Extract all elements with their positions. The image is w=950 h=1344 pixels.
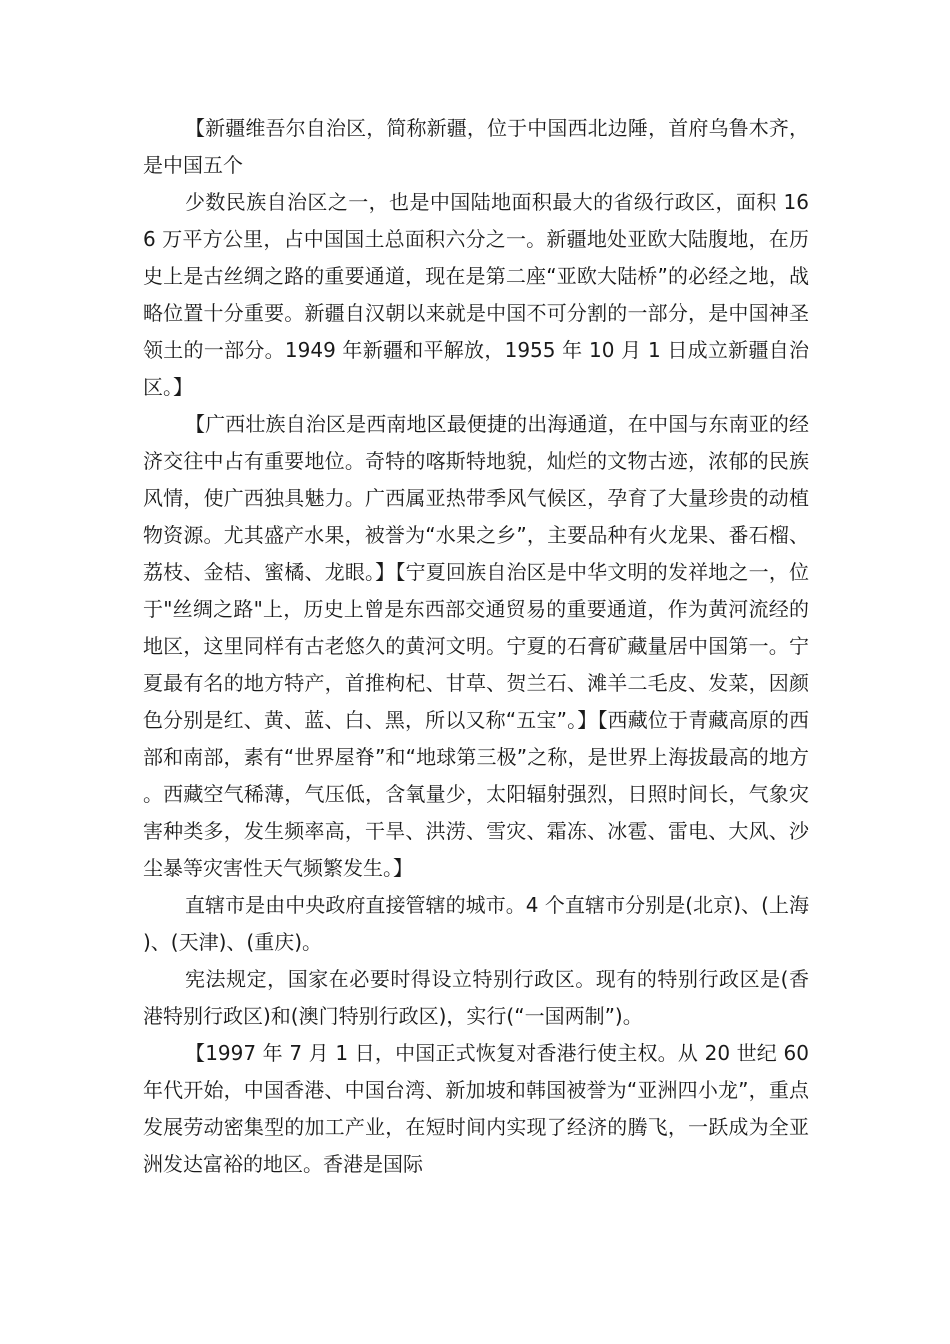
paragraph-guangxi-ningxia-tibet: 【广西壮族自治区是西南地区最便捷的出海通道，在中国与东南亚的经济交往中占有重要地位。奇特的喀斯特地貌，灿烂的文物古迹，浓郁的民族风情，使广西独具魅力。广西属亚热带季风气候区，孕育了大量珍贵的动植物资源。尤其盛产水果，被誉为“水果之乡”，主要品种有火龙果、番石榴、荔枝、金桔、蜜橘、龙眼。】【宁夏回族自治区是中华文明的发祥地之一，位于"丝绸之路"上，历史上曾是东西部交通贸易的重要通道，作为黄河流经的地区，这里同样有古老悠久的黄河文明。宁夏的石膏矿藏量居中国第一。宁夏最有名的地方特产，首推枸杞、甘草、贺兰石、滩羊二毛皮、发菜，因颜色分别是红、黄、蓝、白、黑，所以又称“五宝”。】【西藏位于青藏高原的西部和南部，素有“世界屋脊”和“地球第三极”之称，是世界上海拔最高的地方。西藏空气稀薄，气压低，含氧量少，太阳辐射强烈，日照时间长，气象灾害种类多，发生频率高，干旱、洪涝、雪灾、霜冻、冰雹、雷电、大风、沙尘暴等灾害性天气频繁发生。】 [143,412,809,880]
paragraph-xinjiang-details: 少数民族自治区之一，也是中国陆地面积最大的省级行政区，面积 166 万平方公里，占中国国土总面积六分之一。新疆地处亚欧大陆腹地，在历史上是古丝绸之路的重要通道，现在是第二座“亚欧大陆桥”的必经之地，战略位置十分重要。新疆自汉朝以来就是中国不可分割的一部分，是中国神圣领土的一部分。1949 年新疆和平解放，1955 年 10 月 1 日成立新疆自治区。】 [143,190,809,399]
paragraph-xinjiang-intro: 【新疆维吾尔自治区，简称新疆，位于中国西北边陲，首府乌鲁木齐，是中国五个 [143,116,809,177]
paragraph-hong-kong: 【1997 年 7 月 1 日，中国正式恢复对香港行使主权。从 20 世纪 60 年代开始，中国香港、中国台湾、新加坡和韩国被誉为“亚洲四小龙”，重点发展劳动密集型的加工产业，在短时间内实现了经济的腾飞，一跃成为全亚洲发达富裕的地区。香港是国际 [143,1041,809,1176]
paragraph-special-administrative-regions: 宪法规定，国家在必要时得设立特别行政区。现有的特别行政区是(香港特别行政区)和(澳门特别行政区)，实行(“一国两制”)。 [143,967,809,1028]
paragraph-municipalities: 直辖市是由中央政府直接管辖的城市。4 个直辖市分别是(北京)、(上海)、(天津)、(重庆)。 [143,893,809,954]
document-body [143,110,809,1183]
